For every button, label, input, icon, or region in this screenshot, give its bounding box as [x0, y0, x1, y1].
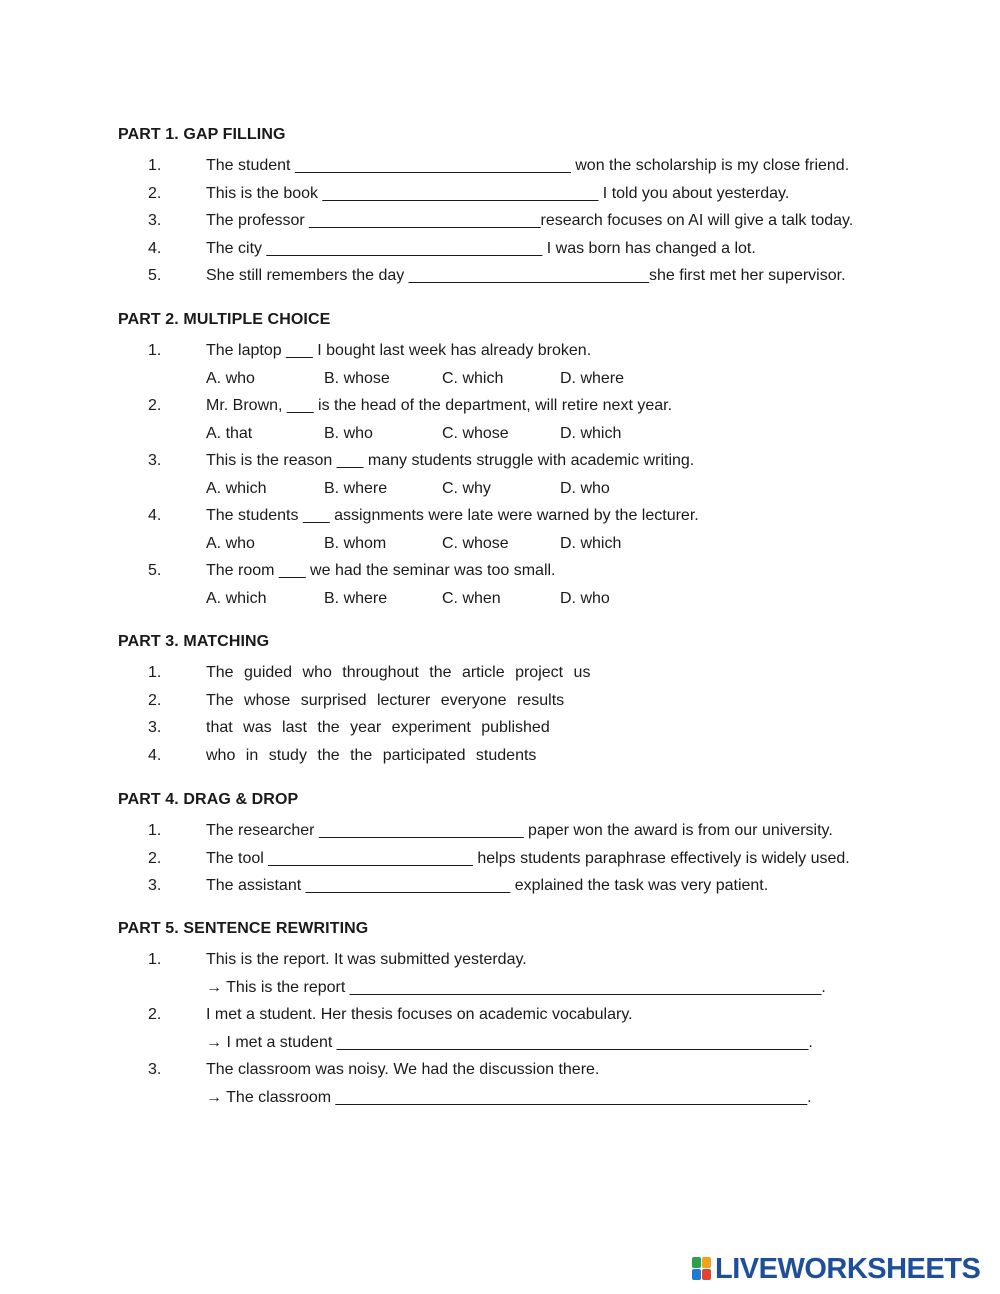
rewrite-answer[interactable]: → The classroom _____________________________________________________.	[206, 1088, 812, 1106]
part2-heading: PART 2. MULTIPLE CHOICE	[118, 311, 331, 328]
question-text: Mr. Brown, ___ is the head of the department, will retire next year.	[206, 397, 673, 414]
item-number: 2.	[148, 397, 162, 414]
option-c[interactable]: C. which	[442, 369, 504, 387]
list-item	[148, 845, 918, 873]
question-text: This is the reason ___ many students struggle with academic writing.	[206, 452, 695, 469]
options-row	[148, 365, 918, 393]
list-item	[148, 235, 918, 263]
item-number: 2.	[148, 691, 162, 709]
prompt-row	[148, 1001, 918, 1029]
list-item	[148, 872, 918, 900]
option-a[interactable]: A. which	[206, 589, 267, 607]
item-number: 3.	[148, 212, 162, 229]
part5-list	[148, 946, 918, 1111]
option-b[interactable]: B. where	[324, 479, 388, 497]
prompt-text: The classroom was noisy. We had the discussion there.	[206, 1061, 600, 1078]
scrambled-words[interactable]: The guided who throughout the article project us	[206, 664, 591, 681]
question-row	[148, 337, 918, 365]
options-row	[148, 585, 918, 613]
prompt-text: I met a student. Her thesis focuses on academic vocabulary.	[206, 1006, 633, 1023]
item-number: 3.	[148, 719, 162, 736]
item-number: 1.	[148, 664, 162, 681]
option-d[interactable]: D. which	[560, 534, 622, 552]
gap-sentence: This is the book _______________________________ I told you about yesterday.	[206, 184, 790, 202]
item-number: 3.	[148, 1061, 162, 1078]
scrambled-words[interactable]: The whose surprised lecturer everyone results	[206, 691, 565, 709]
list-item	[148, 742, 918, 770]
gap-sentence: The professor __________________________research focuses on AI will give a talk today.	[206, 212, 854, 229]
part4-section	[118, 790, 918, 894]
options-row	[148, 420, 918, 448]
item-number: 3.	[148, 452, 162, 469]
part1-list	[148, 152, 918, 290]
part5-heading: PART 5. SENTENCE REWRITING	[118, 920, 369, 937]
option-d[interactable]: D. which	[560, 424, 622, 442]
question-row	[148, 447, 918, 475]
option-b[interactable]: B. whom	[324, 534, 387, 552]
rewrite-row	[148, 974, 918, 1002]
list-item	[148, 714, 918, 742]
item-number: 1.	[148, 951, 162, 968]
option-c[interactable]: C. when	[442, 589, 501, 607]
option-c[interactable]: C. why	[442, 479, 491, 497]
logo-text: LIVEWORKSHEETS	[715, 1253, 981, 1285]
option-a[interactable]: A. which	[206, 479, 267, 497]
list-item	[148, 180, 918, 208]
list-item	[148, 152, 918, 180]
question-row	[148, 502, 918, 530]
gap-sentence: The city _______________________________ I was born has changed a lot.	[206, 239, 756, 257]
drop-sentence[interactable]: The researcher _______________________ paper won the award is from our university.	[206, 822, 833, 839]
item-number: 4.	[148, 239, 162, 257]
option-d[interactable]: D. who	[560, 589, 610, 607]
question-text: The laptop ___ I bought last week has already broken.	[206, 342, 592, 359]
part1-section	[118, 125, 918, 284]
rewrite-answer[interactable]: → I met a student _____________________________________________________.	[206, 1033, 813, 1051]
part1-heading: PART 1. GAP FILLING	[118, 126, 286, 143]
scrambled-words[interactable]: who in study the the participated students	[206, 746, 537, 764]
item-number: 4.	[148, 746, 162, 764]
prompt-text: This is the report. It was submitted yesterday.	[206, 951, 527, 968]
item-number: 5.	[148, 562, 162, 579]
rewrite-row	[148, 1084, 918, 1112]
option-d[interactable]: D. who	[560, 479, 610, 497]
option-b[interactable]: B. who	[324, 424, 373, 442]
part3-heading: PART 3. MATCHING	[118, 633, 270, 650]
question-text: The room ___ we had the seminar was too small.	[206, 562, 556, 579]
prompt-row	[148, 1056, 918, 1084]
part2-list	[148, 337, 918, 612]
scrambled-words[interactable]: that was last the year experiment published	[206, 719, 550, 736]
item-number: 2.	[148, 1006, 162, 1023]
liveworksheets-logo	[692, 1254, 988, 1284]
item-number: 1.	[148, 822, 162, 839]
option-a[interactable]: A. who	[206, 534, 255, 552]
drop-sentence[interactable]: The tool _______________________ helps students paraphrase effectively is widely used.	[206, 849, 850, 867]
list-item	[148, 262, 918, 290]
options-row	[148, 475, 918, 503]
option-a[interactable]: A. who	[206, 369, 255, 387]
option-d[interactable]: D. where	[560, 369, 625, 387]
list-item	[148, 207, 918, 235]
option-b[interactable]: B. whose	[324, 369, 390, 387]
prompt-row	[148, 946, 918, 974]
part3-list	[148, 659, 918, 769]
options-row	[148, 530, 918, 558]
rewrite-answer[interactable]: → This is the report _____________________________________________________.	[206, 978, 826, 996]
part3-section	[118, 632, 918, 764]
part4-heading: PART 4. DRAG & DROP	[118, 791, 299, 808]
item-number: 2.	[148, 849, 162, 867]
option-c[interactable]: C. whose	[442, 534, 509, 552]
item-number: 2.	[148, 184, 162, 202]
item-number: 3.	[148, 877, 162, 894]
item-number: 5.	[148, 267, 162, 284]
gap-sentence: She still remembers the day ___________________________she first met her supervisor.	[206, 267, 846, 284]
question-row	[148, 557, 918, 585]
option-c[interactable]: C. whose	[442, 424, 509, 442]
item-number: 1.	[148, 342, 162, 359]
question-row	[148, 392, 918, 420]
part4-list	[148, 817, 918, 900]
option-b[interactable]: B. where	[324, 589, 388, 607]
item-number: 4.	[148, 507, 162, 524]
question-text: The students ___ assignments were late were warned by the lecturer.	[206, 507, 699, 524]
option-a[interactable]: A. that	[206, 424, 253, 442]
list-item	[148, 687, 918, 715]
gap-sentence: The student _______________________________ won the scholarship is my close friend.	[206, 157, 850, 174]
list-item	[148, 817, 918, 845]
drop-sentence[interactable]: The assistant _______________________ explained the task was very patient.	[206, 877, 769, 894]
item-number: 1.	[148, 157, 162, 174]
part2-section	[118, 310, 918, 607]
part5-section	[118, 919, 918, 1106]
list-item	[148, 659, 918, 687]
logo-tiles-icon	[692, 1257, 712, 1281]
rewrite-row	[148, 1029, 918, 1057]
